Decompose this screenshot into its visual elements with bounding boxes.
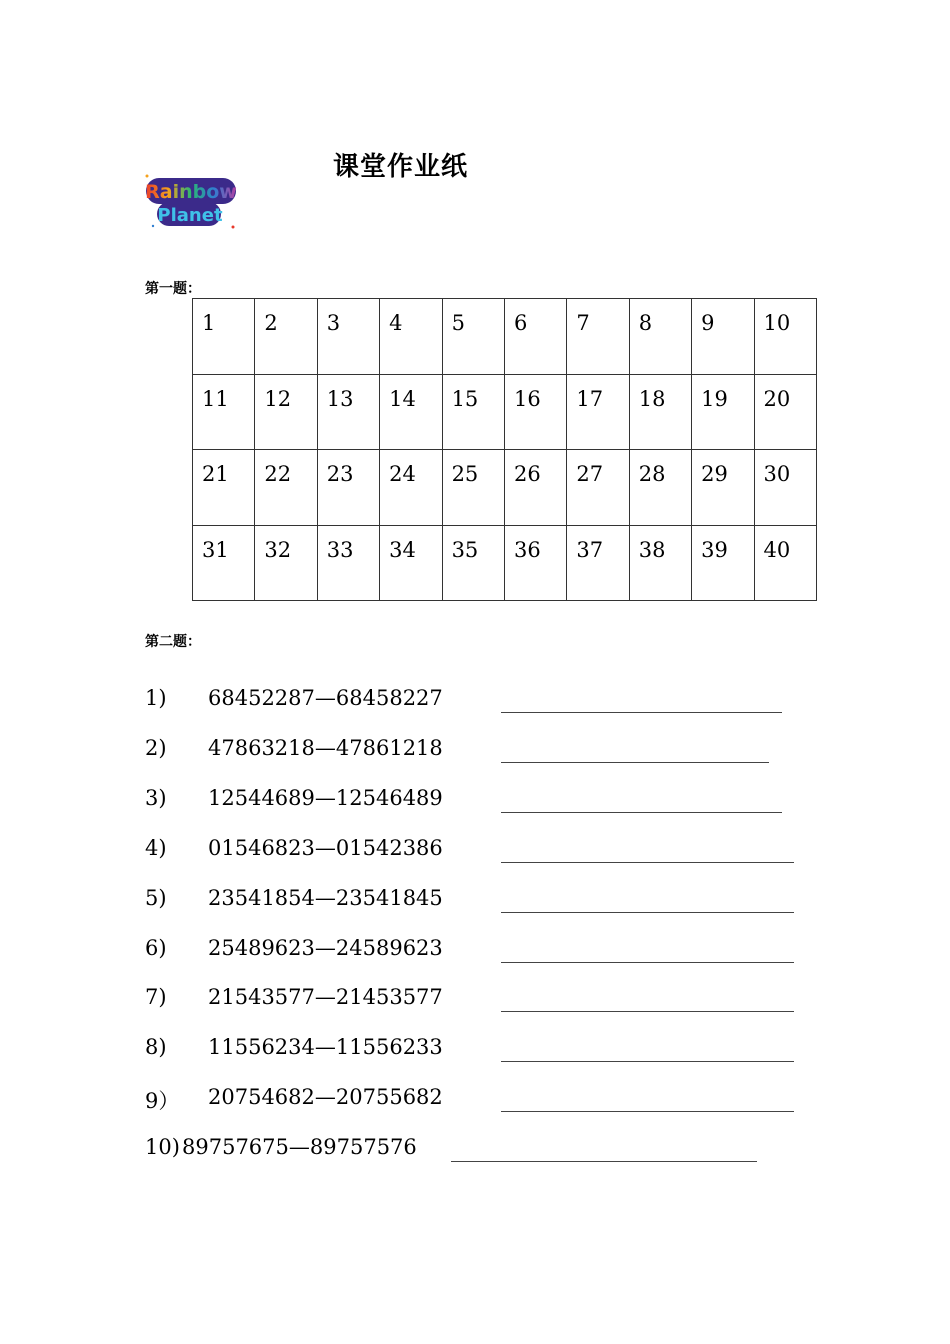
- grid-cell: 38: [629, 525, 691, 601]
- grid-cell: 12: [255, 374, 317, 450]
- grid-cell: 20: [754, 374, 816, 450]
- number-pair: 01546823—01542386: [208, 836, 443, 860]
- answer-blank[interactable]: [501, 1111, 794, 1112]
- grid-row: [193, 525, 817, 601]
- number-pair: 21543577—21453577: [208, 985, 443, 1009]
- question2-label: 第二题：: [145, 634, 201, 650]
- rainbow-planet-logo: [143, 172, 239, 232]
- answer-blank[interactable]: [501, 762, 769, 763]
- grid-cell: 7: [567, 299, 629, 375]
- item-number: 8): [145, 1035, 167, 1059]
- grid-cell: 4: [380, 299, 442, 375]
- grid-cell: 37: [567, 525, 629, 601]
- item-number: 2): [145, 736, 167, 760]
- grid-cell: 28: [629, 450, 691, 526]
- number-grid: [192, 298, 817, 601]
- number-pair: 20754682—20755682: [208, 1085, 443, 1109]
- grid-cell: 30: [754, 450, 816, 526]
- answer-blank[interactable]: [501, 962, 794, 963]
- answer-blank[interactable]: [501, 1011, 794, 1012]
- grid-cell: 16: [504, 374, 566, 450]
- grid-cell: 18: [629, 374, 691, 450]
- grid-cell: 10: [754, 299, 816, 375]
- grid-row: [193, 374, 817, 450]
- number-pair: 11556234—11556233: [208, 1035, 443, 1059]
- grid-cell: 29: [692, 450, 754, 526]
- grid-cell: 26: [504, 450, 566, 526]
- item-number: 6): [145, 936, 167, 960]
- svg-text:Rainbow: Rainbow: [145, 181, 237, 203]
- answer-blank[interactable]: [501, 912, 794, 913]
- number-pair: 89757675—89757576: [182, 1135, 417, 1159]
- grid-cell: 22: [255, 450, 317, 526]
- grid-cell: 13: [317, 374, 379, 450]
- item-number: 5): [145, 886, 167, 910]
- grid-cell: 39: [692, 525, 754, 601]
- svg-text:Planet: Planet: [157, 205, 223, 226]
- grid-cell: 9: [692, 299, 754, 375]
- grid-cell: 33: [317, 525, 379, 601]
- number-pair: 23541854—23541845: [208, 886, 443, 910]
- grid-cell: 27: [567, 450, 629, 526]
- grid-cell: 25: [442, 450, 504, 526]
- grid-cell: 31: [193, 525, 255, 601]
- grid-cell: 15: [442, 374, 504, 450]
- grid-cell: 8: [629, 299, 691, 375]
- answer-blank[interactable]: [451, 1161, 757, 1162]
- grid-cell: 36: [504, 525, 566, 601]
- answer-blank[interactable]: [501, 812, 782, 813]
- number-pair: 47863218—47861218: [208, 736, 443, 760]
- grid-cell: 11: [193, 374, 255, 450]
- grid-cell: 3: [317, 299, 379, 375]
- number-pair: 68452287—68458227: [208, 686, 443, 710]
- grid-cell: 32: [255, 525, 317, 601]
- grid-cell: 14: [380, 374, 442, 450]
- item-number: 7): [145, 985, 167, 1009]
- item-number: 9）: [145, 1089, 180, 1113]
- number-pair: 25489623—24589623: [208, 936, 443, 960]
- grid-cell: 19: [692, 374, 754, 450]
- grid-cell: 2: [255, 299, 317, 375]
- grid-row: [193, 299, 817, 375]
- grid-cell: 21: [193, 450, 255, 526]
- question1-label: 第一题：: [145, 281, 201, 297]
- answer-blank[interactable]: [501, 862, 794, 863]
- grid-cell: 5: [442, 299, 504, 375]
- grid-cell: 24: [380, 450, 442, 526]
- page-title: 课堂作业纸: [333, 152, 469, 182]
- number-pair: 12544689—12546489: [208, 786, 443, 810]
- grid-cell: 6: [504, 299, 566, 375]
- item-number: 1): [145, 686, 167, 710]
- grid-cell: 1: [193, 299, 255, 375]
- grid-cell: 35: [442, 525, 504, 601]
- grid-row: [193, 450, 817, 526]
- grid-cell: 23: [317, 450, 379, 526]
- item-number: 10): [145, 1135, 180, 1159]
- item-number: 4): [145, 836, 167, 860]
- item-number: 3): [145, 786, 167, 810]
- grid-cell: 34: [380, 525, 442, 601]
- answer-blank[interactable]: [501, 1061, 794, 1062]
- grid-cell: 40: [754, 525, 816, 601]
- answer-blank[interactable]: [501, 712, 782, 713]
- grid-cell: 17: [567, 374, 629, 450]
